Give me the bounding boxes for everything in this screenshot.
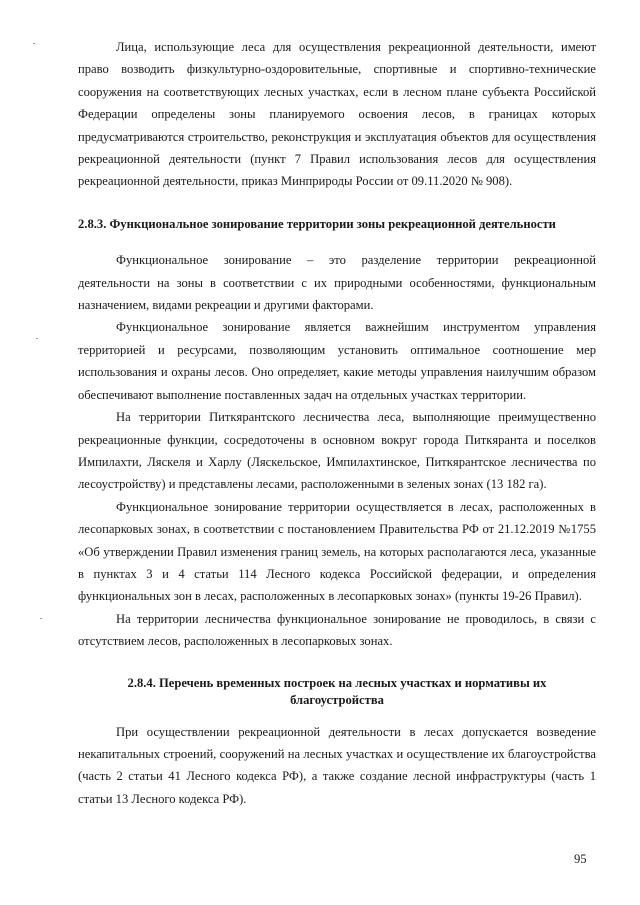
page-number: 95: [574, 852, 587, 866]
scan-speck: [33, 43, 35, 44]
scan-speck: [40, 618, 42, 619]
paragraph: Функциональное зонирование территории осуществляется в лесах, расположенных в лесопарковых зонах, в соответствии с постановлением Правительства РФ от 21.12.2019 №1755 «Об утверждении Правил изменения границ земель, на которых располагаются леса, указанные в пунктах 3 и 4 статьи 114 Лесного кодекса Российской федерации, и определения функциональных зон в лесах, расположенных в лесопарковых зонах» (пункты 19-26 Правил).: [78, 499, 596, 604]
paragraph: На территории Питкярантского лесничества леса, выполняющие преимущественно рекреационные функции, сосредоточены в основном вокруг города Питкяранта и поселков Импилахти, Ляскеля и Харлу (Ляскельское, Импилахтинское, Питкярантское лесничества по лесоустройству) и представлены лесами, расположенными в зеленых зонах (13 182 га).: [78, 410, 596, 492]
document-body: [78, 36, 596, 810]
section-heading-line: благоустройства: [290, 692, 384, 707]
scan-speck: [36, 338, 38, 339]
section-heading-2-8-4: [78, 675, 596, 709]
paragraph: Функциональное зонирование – это разделение территории рекреационной деятельности на зоны в соответствии с их природными особенностями, функциональным назначением, видами рекреации и другими факторами.: [78, 253, 596, 313]
paragraph: Функциональное зонирование является важнейшим инструментом управления территорией и ресурсами, позволяющим установить оптимальное соотношение мер использования и охраны лесов. Оно определяет, какие методы управления наилучшим образом обеспечивают выполнение поставленных задач на отдельных участках территории.: [78, 320, 596, 402]
section-heading-2-8-3: 2.8.3. Функциональное зонирование территории зоны рекреационной деятельности: [78, 216, 556, 231]
paragraph: При осуществлении рекреационной деятельности в лесах допускается возведение некапитальных строений, сооружений на лесных участках и осуществление их благоустройства (часть 2 статьи 41 Лесного кодекса РФ), а также создание лесной инфраструктуры (часть 1 статьи 13 Лесного кодекса РФ).: [78, 724, 596, 806]
paragraph: Лица, использующие леса для осуществления рекреационной деятельности, имеют право возводить физкультурно-оздоровительные, спортивные и спортивно-технические сооружения на соответствующих лесных участках, если в лесном плане субъекта Российской Федерации определены зоны планируемого освоения лесов, в границах которых предусматриваются строительство, реконструкция и эксплуатация объектов для осуществления рекреационной деятельности (пункт 7 Правил использования лесов для осуществления рекреационной деятельности, приказ Минприроды России от 09.11.2020 № 908).: [78, 40, 596, 189]
section-heading-line: 2.8.4. Перечень временных построек на лесных участках и нормативы их: [127, 675, 547, 690]
paragraph: На территории лесничества функциональное зонирование не проводилось, в связи с отсутствием лесов, расположенных в лесопарковых зонах.: [78, 611, 596, 649]
